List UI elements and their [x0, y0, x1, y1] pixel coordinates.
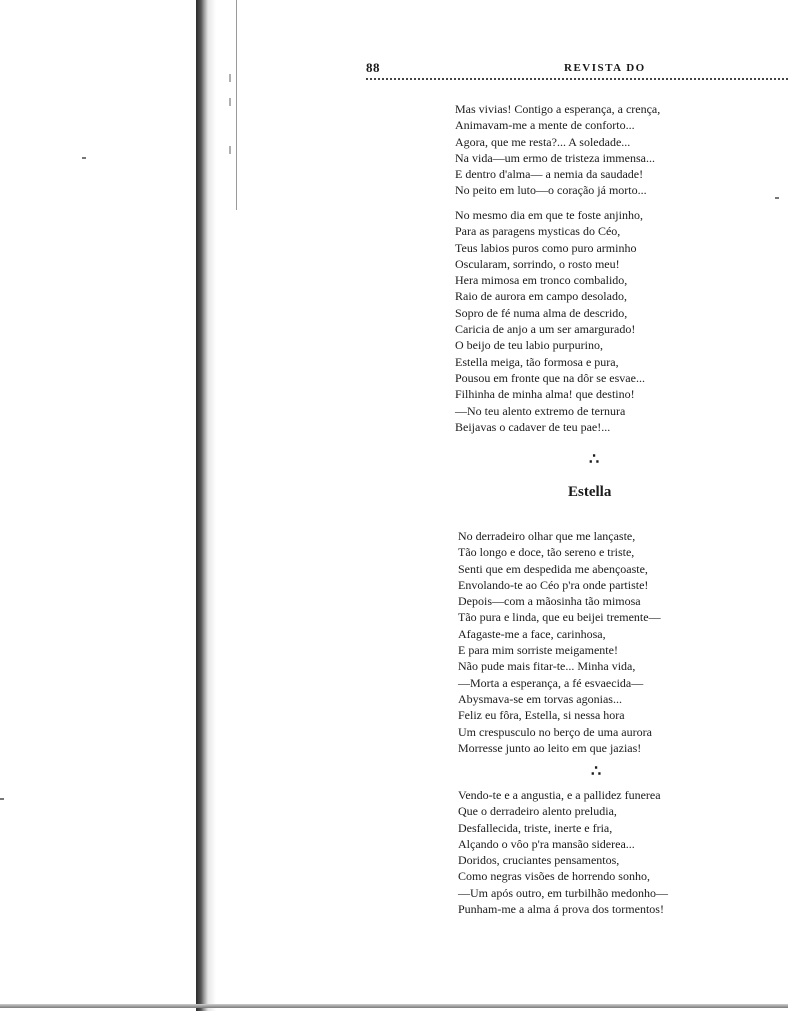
facing-page-mark: [229, 146, 231, 154]
verse-line: Doridos, cruciantes pensamentos,: [458, 853, 620, 868]
verse-line: No peito em luto—o coração já morto...: [455, 183, 647, 198]
verse-line: Feliz eu fôra, Estella, si nessa hora: [458, 708, 625, 723]
verse-line: E para mim sorriste meigamente!: [458, 643, 618, 658]
verse-line: Filhinha de minha alma! que destino!: [455, 387, 635, 402]
section-separator: ∴: [591, 763, 602, 780]
scan-speck: [82, 157, 86, 159]
verse-line: Teus labios puros como puro arminho: [455, 240, 637, 255]
verse-line: Animavam-me a mente de conforto...: [455, 118, 635, 133]
verse-line: Abysmava-se em torvas agonias...: [458, 691, 622, 706]
verse-line: Afagaste-me a face, carinhosa,: [458, 626, 606, 641]
book-gutter-shadow: [196, 0, 216, 1011]
verse-line: —Morta a esperança, a fé esvaecida—: [458, 675, 644, 690]
verse-line: Que o derradeiro alento preludia,: [458, 804, 617, 819]
verse-line: Caricia de anjo a um ser amargurado!: [455, 322, 636, 337]
verse-line: E dentro d'alma— a nemia da saudade!: [455, 167, 644, 182]
verse-line: Oscularam, sorrindo, o rosto meu!: [455, 256, 620, 271]
verse-line: No mesmo dia em que te foste anjinho,: [455, 208, 643, 222]
verse-line: Como negras visões de horrendo sonho,: [458, 869, 650, 884]
facing-page-mark: [229, 98, 231, 106]
page-header: [366, 60, 788, 82]
verse-line: Alçando o vôo p'ra mansão siderea...: [458, 836, 635, 851]
verse-line: Envolando-te ao Céo p'ra onde partiste!: [458, 577, 649, 592]
header-rule: [366, 78, 788, 80]
verse-line: Punham-me a alma á prova dos tormentos!: [458, 902, 664, 917]
page-bottom-edge: [0, 1004, 788, 1008]
verse-line: Não pude mais fitar-te... Minha vida,: [458, 659, 636, 674]
verse-line: Morresse junto ao leito em que jazias!: [458, 740, 642, 755]
stanza-3: [458, 528, 661, 756]
facing-page-mark: [229, 74, 231, 82]
verse-line: Tão pura e linda, que eu beijei tremente—: [458, 610, 661, 625]
verse-line: —Um após outro, em turbilhão medonho—: [458, 885, 668, 900]
verse-line: Beijavas o cadaver de teu pae!...: [455, 419, 611, 434]
stanza-4: [458, 787, 668, 917]
verse-line: Depois—com a mãosinha tão mimosa: [458, 594, 641, 609]
running-head: REVISTA DO: [564, 62, 646, 74]
scan-speck: [775, 197, 779, 199]
verse-line: Tão longo e doce, tão sereno e triste,: [458, 545, 635, 560]
verse-line: Raio de aurora em campo desolado,: [455, 289, 627, 304]
scan-speck: [0, 798, 4, 800]
poem-title: Estella: [568, 484, 612, 500]
facing-page-edge: [236, 0, 237, 210]
stanza-2: [455, 207, 645, 435]
verse-line: No derradeiro olhar que me lançaste,: [458, 529, 636, 543]
section-separator: ∴: [589, 451, 600, 468]
verse-line: Para as paragens mysticas do Céo,: [455, 224, 621, 239]
verse-line: O beijo de teu labio purpurino,: [455, 338, 603, 353]
verse-line: Desfallecida, triste, inerte e fria,: [458, 820, 613, 835]
verse-line: Vendo-te e a angustia, e a pallidez funerea: [458, 788, 661, 802]
verse-line: Sopro de fé numa alma de descrido,: [455, 305, 628, 320]
page-number: 88: [366, 60, 380, 75]
verse-line: Senti que em despedida me abençoaste,: [458, 561, 648, 576]
verse-line: —No teu alento extremo de ternura: [455, 403, 626, 418]
verse-line: Um crespusculo no berço de uma aurora: [458, 724, 652, 739]
verse-line: Agora, que me resta?... A soledade...: [455, 134, 631, 149]
verse-line: Mas vivias! Contigo a esperança, a crença,: [455, 102, 661, 116]
stanza-1: [455, 101, 660, 199]
verse-line: Estella meiga, tão formosa e pura,: [455, 354, 619, 369]
verse-line: Na vida—um ermo de tristeza immensa...: [455, 150, 655, 165]
verse-line: Pousou em fronte que na dôr se esvae...: [455, 370, 645, 385]
verse-line: Hera mimosa em tronco combalido,: [455, 273, 628, 288]
